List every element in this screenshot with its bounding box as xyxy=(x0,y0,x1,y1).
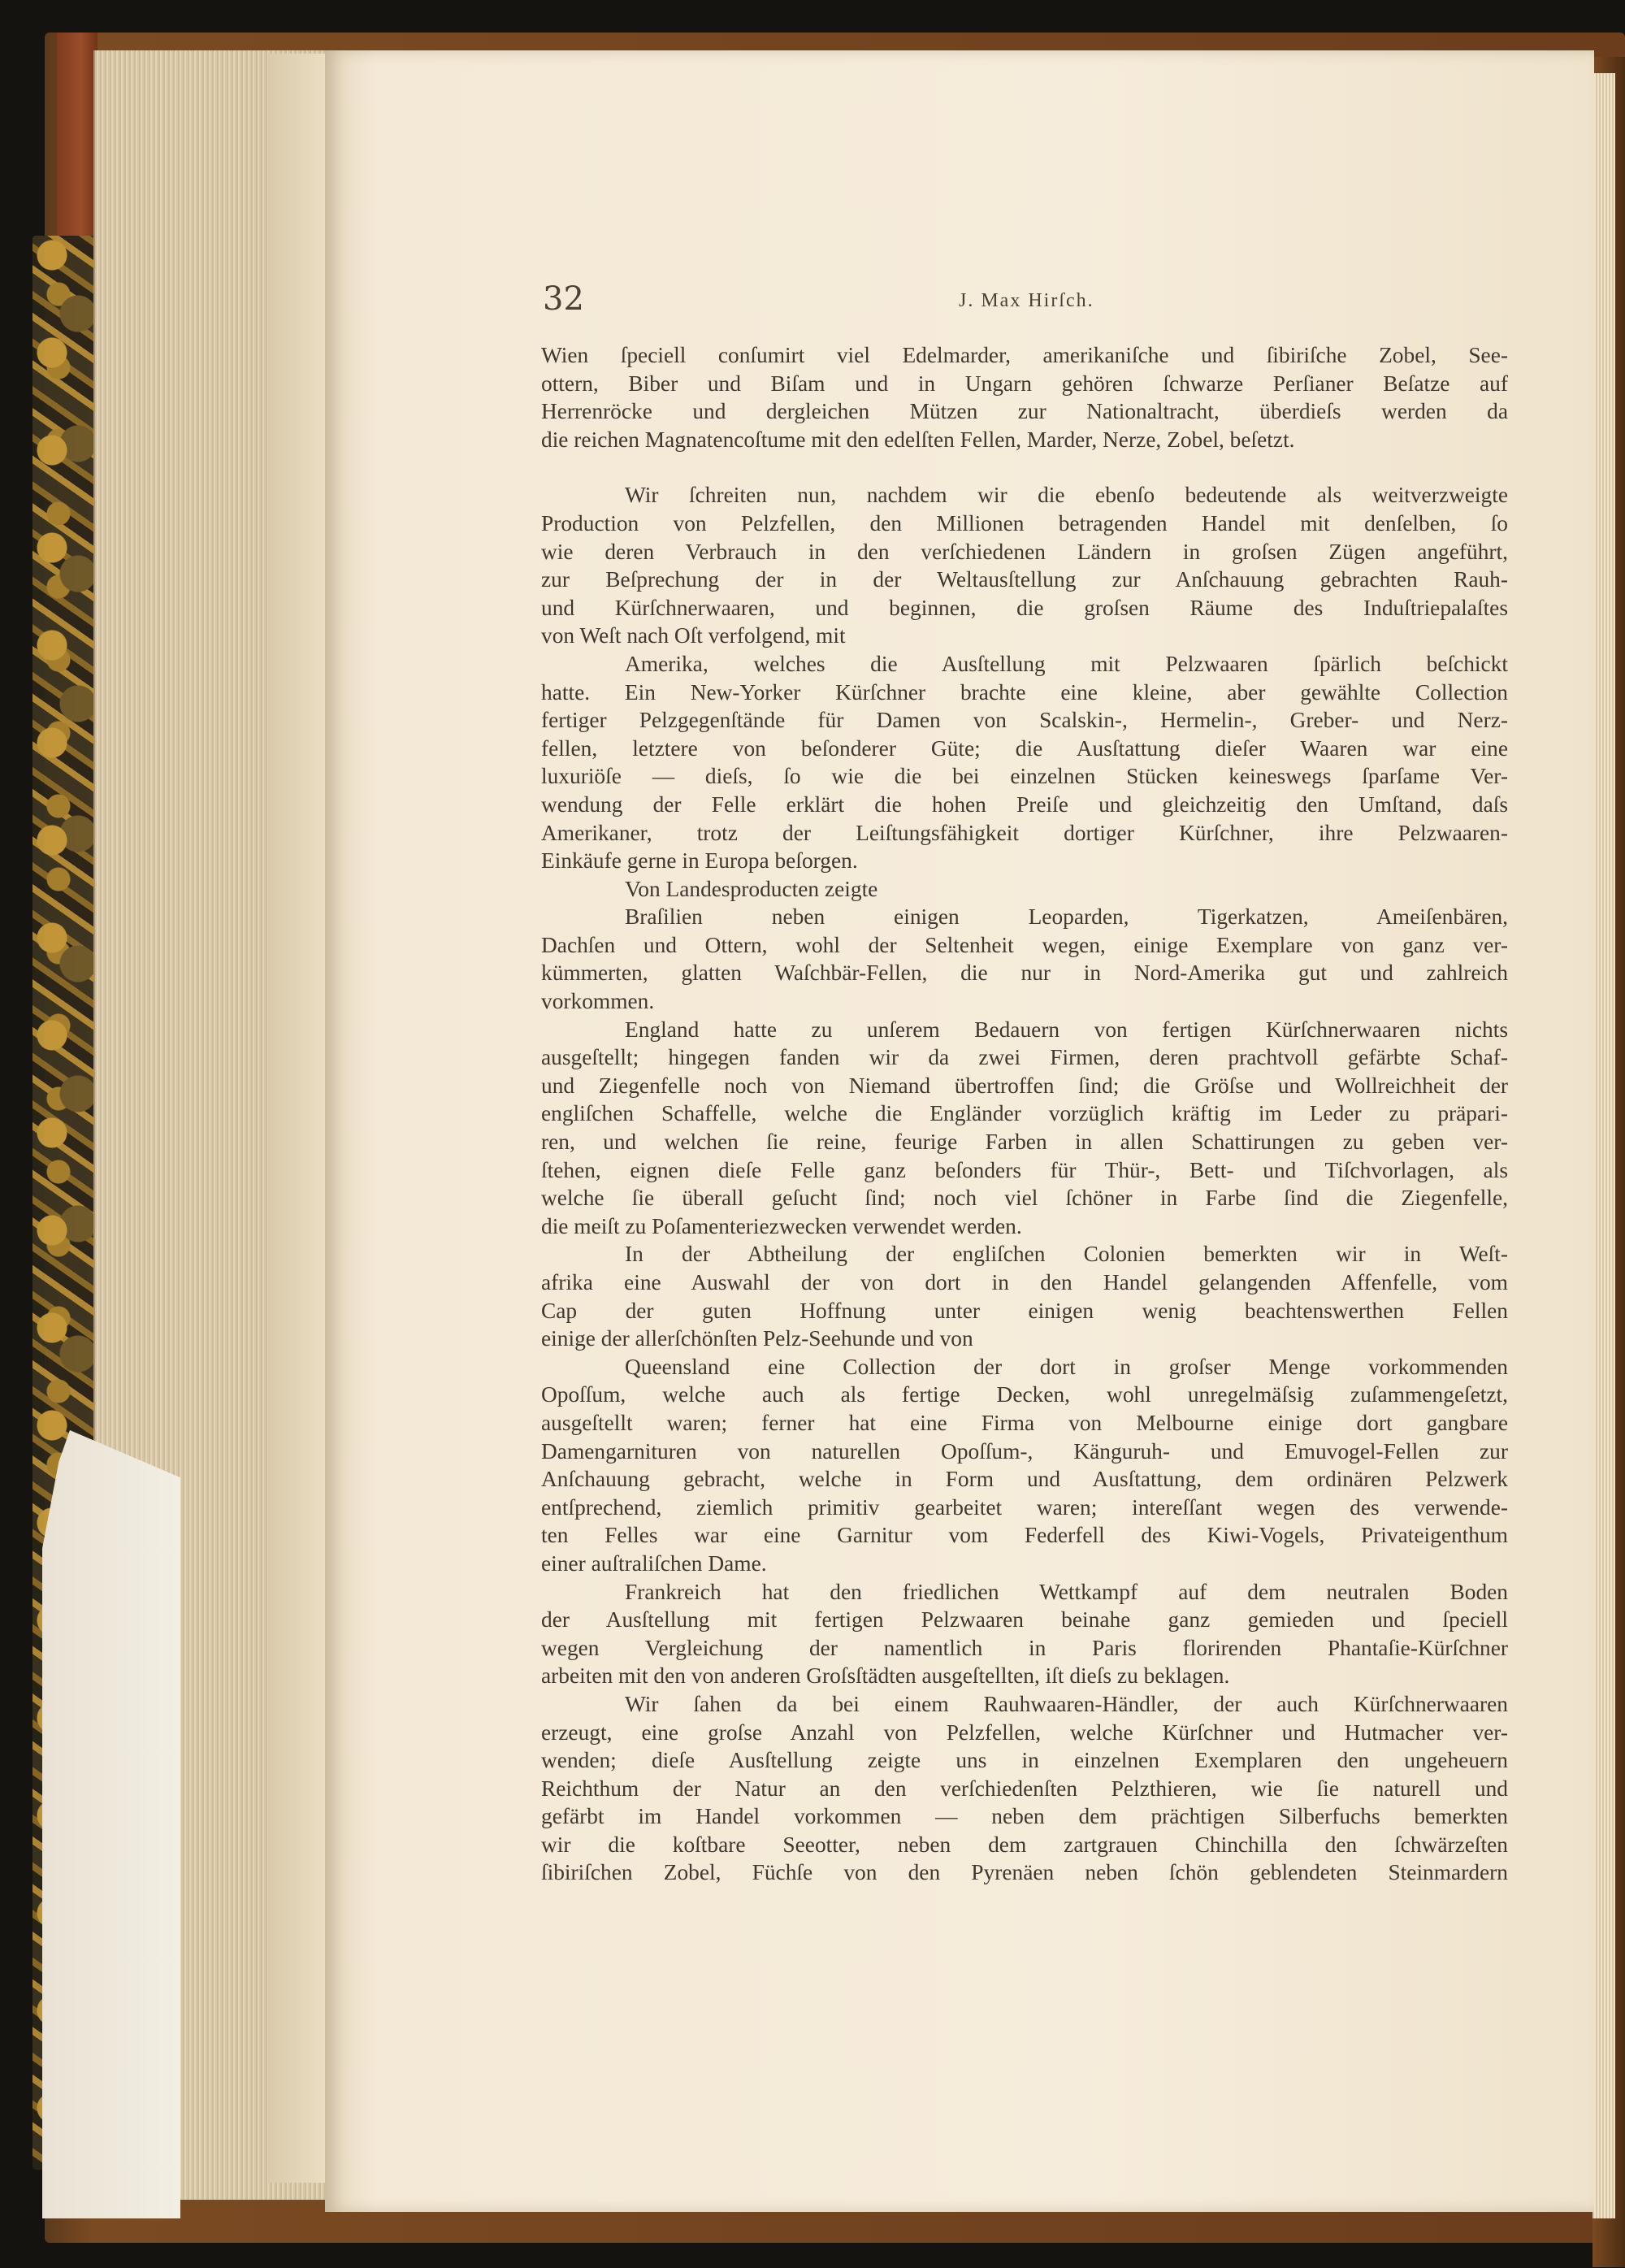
text-line: fellen, letztere von beſonderer Güte; die Ausſtattung dieſer Waaren war eine xyxy=(541,735,1508,761)
paragraph xyxy=(541,481,1508,650)
text-line: ten Felles war eine Garnitur vom Federfell des Kiwi-Vogels, Privateigenthum xyxy=(541,1523,1508,1548)
paragraph xyxy=(541,1353,1508,1578)
text-line: ausgeſtellt; hingegen fanden wir da zwei Firmen, deren prachtvoll gefärbte Schaf- xyxy=(541,1045,1508,1070)
paper-slip xyxy=(42,1430,180,2218)
paragraph xyxy=(541,1016,1508,1241)
text-line: der Ausſtellung mit fertigen Pelzwaaren beinahe ganz gemieden und ſpeciell xyxy=(541,1607,1508,1633)
paragraph xyxy=(541,903,1508,1015)
text-line: England hatte zu unſerem Bedauern von fertigen Kürſchnerwaaren nichts xyxy=(625,1017,1508,1042)
text-line: In der Abtheilung der engliſchen Colonien bemerkten wir in Weſt- xyxy=(625,1242,1508,1267)
text-line: einige der allerſchönſten Pelz-Seehunde und von xyxy=(541,1326,973,1351)
text-line: Amerika, welches die Ausſtellung mit Pelzwaaren ſpärlich beſchickt xyxy=(625,651,1508,676)
paragraph xyxy=(541,341,1508,453)
text-line: Opoſſum, welche auch als fertige Decken, wohl unregelmäſsig zuſammengeſetzt, xyxy=(541,1382,1508,1407)
text-line: von Weſt nach Oſt verfolgend, mit xyxy=(541,623,846,648)
text-line: fertiger Pelzgegenſtände für Damen von Scalskin-, Hermelin-, Greber- und Nerz- xyxy=(541,708,1508,733)
text-line: ottern, Biber und Biſam und in Ungarn gehören ſchwarze Perſianer Beſatze auf xyxy=(541,371,1508,396)
text-line: ren, und welchen ſie reine, feurige Farben in allen Schattirungen zu geben ver- xyxy=(541,1130,1508,1155)
text-line: wendung der Felle erklärt die hohen Preiſe und gleichzeitig den Umſtand, daſs xyxy=(541,791,1508,817)
text-line: Reichthum der Natur an den verſchiedenſten Pelzthieren, wie ſie naturell und xyxy=(541,1776,1508,1801)
text-line: die reichen Magnatencoſtume mit den edelſten Fellen, Marder, Nerze, Zobel, beſetzt. xyxy=(541,427,1295,452)
text-line: engliſchen Schaffelle, welche die Engländer vorzüglich kräftig im Leder zu präpari- xyxy=(541,1101,1508,1126)
page-gutter xyxy=(268,54,333,2183)
text-line: die meiſt zu Poſamenteriezwecken verwendet werden. xyxy=(541,1213,1022,1238)
paragraph xyxy=(541,650,1508,875)
text-line: Queensland eine Collection der dort in groſser Menge vorkommenden xyxy=(625,1354,1508,1379)
text-line: zur Beſprechung der in der Weltausſtellung zur Anſchauung gebrachten Rauh- xyxy=(541,567,1508,592)
running-head: J. Max Hirſch. xyxy=(959,290,1094,311)
text-line: und Kürſchnerwaaren, und beginnen, die groſsen Räume des Induſtriepalaſtes xyxy=(541,595,1508,620)
text-line: luxuriöſe — dieſs, ſo wie die bei einzelnen Stücken keineswegs ſparſame Ver- xyxy=(541,764,1508,789)
text-line: ſibiriſchen Zobel, Füchſe von den Pyrenäen neben ſchön geblendeten Steinmardern xyxy=(541,1860,1508,1885)
paragraph xyxy=(541,1240,1508,1352)
text-line: Damengarnituren von naturellen Opoſſum-, Känguruh- und Emuvogel-Fellen zur xyxy=(541,1438,1508,1464)
text-line: Einkäufe gerne in Europa beſorgen. xyxy=(541,848,858,874)
text-line: wegen Vergleichung der namentlich in Paris florirenden Phantaſie-Kürſchner xyxy=(541,1635,1508,1660)
text-line: und Ziegenfelle noch von Niemand übertroffen ſind; die Gröſse und Wollreichheit der xyxy=(541,1073,1508,1098)
text-line: erzeugt, eine groſse Anzahl von Pelzfellen, welche Kürſchner und Hutmacher ver- xyxy=(541,1719,1508,1745)
text-line: ſtehen, eignen dieſe Felle ganz beſonders für Thür-, Bett- und Tiſchvorlagen, als xyxy=(541,1157,1508,1182)
book-spine-edge xyxy=(57,33,98,244)
text-line: Von Landesproducten zeigte xyxy=(625,876,878,901)
text-line: Dachſen und Ottern, wohl der Seltenheit wegen, einige Exemplare von ganz ver- xyxy=(541,932,1508,957)
text-line: welche ſie überall geſucht ſind; noch viel ſchöner in Farbe ſind die Ziegenfelle, xyxy=(541,1186,1508,1211)
text-line: hatte. Ein New-Yorker Kürſchner brachte eine kleine, aber gewählte Collection xyxy=(541,679,1508,705)
paragraph xyxy=(541,1690,1508,1887)
text-line: Wien ſpeciell conſumirt viel Edelmarder, amerikaniſche und ſibiriſche Zobel, See- xyxy=(541,343,1508,367)
right-page-edges xyxy=(1592,73,1615,2218)
text-line: Frankreich hat den friedlichen Wettkampf auf dem neutralen Boden xyxy=(625,1579,1508,1604)
text-line: Amerikaner, trotz der Leiſtungsfähigkeit dortiger Kürſchner, ihre Pelzwaaren- xyxy=(541,820,1508,845)
body-text xyxy=(541,341,1508,1887)
text-line: Production von Pelzfellen, den Millionen betragenden Handel mit denſelben, ſo xyxy=(541,510,1508,536)
text-line: wenden; dieſe Ausſtellung zeigte uns in einzelnen Exemplaren den ungeheuern xyxy=(541,1748,1508,1773)
text-line: Anſchauung gebracht, welche in Form und Ausſtattung, dem ordinären Pelzwerk xyxy=(541,1467,1508,1492)
text-line: wir die koſtbare Seeotter, neben dem zartgrauen Chinchilla den ſchwärzeſten xyxy=(541,1832,1508,1857)
text-line: Wir ſchreiten nun, nachdem wir die ebenſo bedeutende als weitverzweigte xyxy=(625,483,1508,508)
paragraph xyxy=(541,1578,1508,1690)
page-number: 32 xyxy=(543,280,584,318)
text-line: wie deren Verbrauch in den verſchiedenen Ländern in groſsen Zügen angeführt, xyxy=(541,539,1508,564)
text-line: Wir ſahen da bei einem Rauhwaaren-Händler, der auch Kürſchnerwaaren xyxy=(625,1691,1508,1716)
text-line: vorkommen. xyxy=(541,989,655,1014)
text-line: afrika eine Auswahl der von dort in den Handel gelangenden Affenfelle, vom xyxy=(541,1270,1508,1294)
text-line: kümmerten, glatten Waſchbär-Fellen, die nur in Nord-Amerika gut und zahlreich xyxy=(541,961,1508,986)
text-line: entſprechend, ziemlich primitiv gearbeitet waren; intereſſant wegen des verwende- xyxy=(541,1494,1508,1520)
text-line: Cap der guten Hoffnung unter einigen wenig beachtenswerthen Fellen xyxy=(541,1298,1508,1323)
text-line: arbeiten mit den von anderen Groſsſtädten ausgeſtellten, iſt dieſs zu beklagen. xyxy=(541,1663,1230,1689)
text-line: ausgeſtellt waren; ferner hat eine Firma von Melbourne einige dort gangbare xyxy=(541,1410,1508,1435)
text-line: einer auſtraliſchen Dame. xyxy=(541,1550,767,1576)
text-line: gefärbt im Handel vorkommen — neben dem prächtigen Silberfuchs bemerkten xyxy=(541,1804,1508,1829)
text-line: Herrenröcke und dergleichen Mützen zur Nationaltracht, überdieſs werden da xyxy=(541,399,1508,424)
paragraph xyxy=(541,875,1508,904)
text-line: Braſilien neben einigen Leoparden, Tigerkatzen, Ameiſenbären, xyxy=(625,904,1508,930)
